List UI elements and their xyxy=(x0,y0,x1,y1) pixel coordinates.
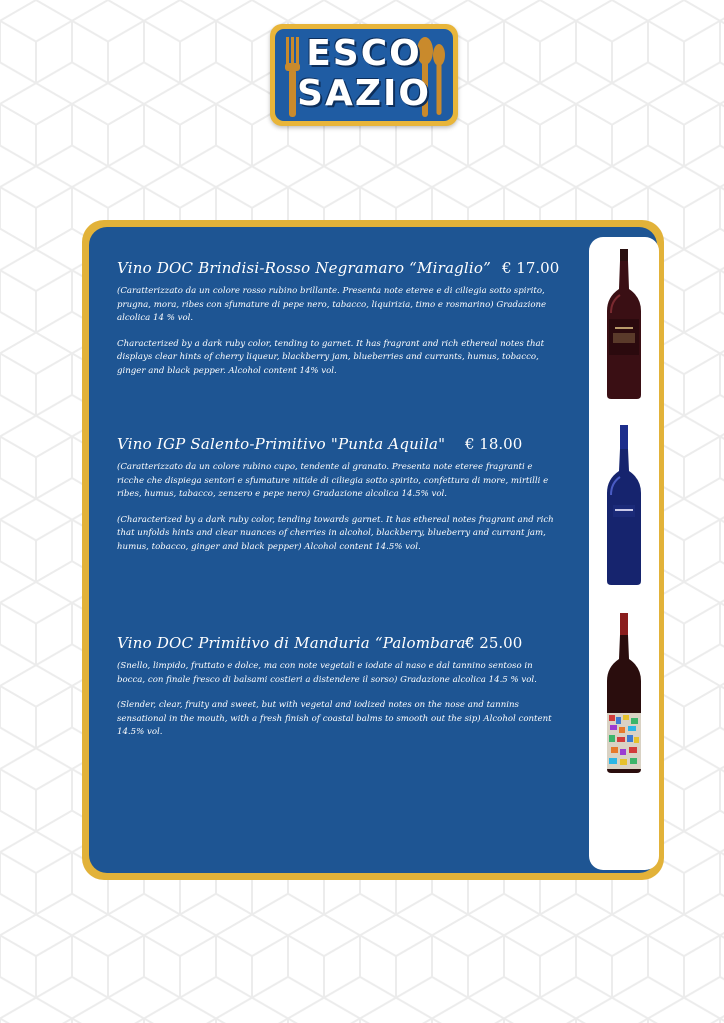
logo-line-2: SAZIO xyxy=(297,73,431,114)
wine-menu-content xyxy=(89,227,657,873)
wine-item-palombara xyxy=(117,634,562,740)
wine-menu-panel xyxy=(82,220,664,880)
wine-item-punta-aquila xyxy=(117,435,562,555)
wine-description-it: (Snello, limpido, fruttato e dolce, ma con note vegetali e iodate al naso e dal tannino sentoso in bocca, con finale fresco di balsami costieri a distendere il sorso) Gradazione alcolica 14.5 % vol. xyxy=(117,661,537,685)
wine-description-en: (Slender, clear, fruity and sweet, but with vegetal and iodized notes on the nose and tannins sensational in the mouth, with a fresh finish of coastal balms to smooth out the sip) Alcohol content 14.5% vol. xyxy=(117,700,552,738)
restaurant-logo xyxy=(270,24,458,126)
wine-bottle-miraglio-image xyxy=(601,249,647,399)
wine-price: € 25.00 xyxy=(465,634,523,652)
wine-price: € 17.00 xyxy=(502,259,560,277)
wine-description-en: Characterized by a dark ruby color, tending to garnet. It has fragrant and rich ethereal notes that displays clear hints of cherry liqueur, blackberry jam, blueberries and currants, humus, tobacco, ginger and black pepper. Alcohol content 14% vol. xyxy=(117,338,545,376)
wine-description-it: (Caratterizzato da un colore rubino cupo, tendente al granato. Presenta note eteree fragranti e ricche che dispiega sentori e sfumature nitide di ciliegia sotto spirito, confettura di more, mirtilli e ribes, humus, tabacco, zenzero e pepe nero) Gradazione alcolica 14.5% vol. xyxy=(117,462,549,500)
wine-name: Vino DOC Primitivo di Manduria “Palombara” xyxy=(117,634,474,652)
wine-bottle-punta-aquila-image xyxy=(601,425,647,585)
logo-line-1: ESCO xyxy=(306,33,422,74)
wine-price: € 18.00 xyxy=(465,435,523,453)
wine-name: Vino DOC Brindisi-Rosso Negramaro “Miraglio” xyxy=(117,259,492,277)
bottle-images-column xyxy=(589,237,659,870)
wine-bottle-palombara-image xyxy=(601,613,647,773)
wine-description-en: (Characterized by a dark ruby color, tending towards garnet. It has ethereal notes fragrant and rich that unfolds hints and clear nuances of cherries in alcohol, blackberry, blueberry and currant jam, humus, tobacco, ginger and black pepper) Alcohol content 14.5% vol. xyxy=(117,514,554,552)
wine-item-miraglio xyxy=(117,259,562,379)
wine-name: Vino IGP Salento-Primitivo "Punta Aquila" xyxy=(117,435,446,453)
wine-description-it: (Caratterizzato da un colore rosso rubino brillante. Presenta note eteree e di ciliegia sotto spirito, prugna, mora, ribes con sfumature di pepe nero, tabacco, liquirizia, timo e rosmarino) Gradazione alcolica 14 % vol. xyxy=(117,286,547,324)
